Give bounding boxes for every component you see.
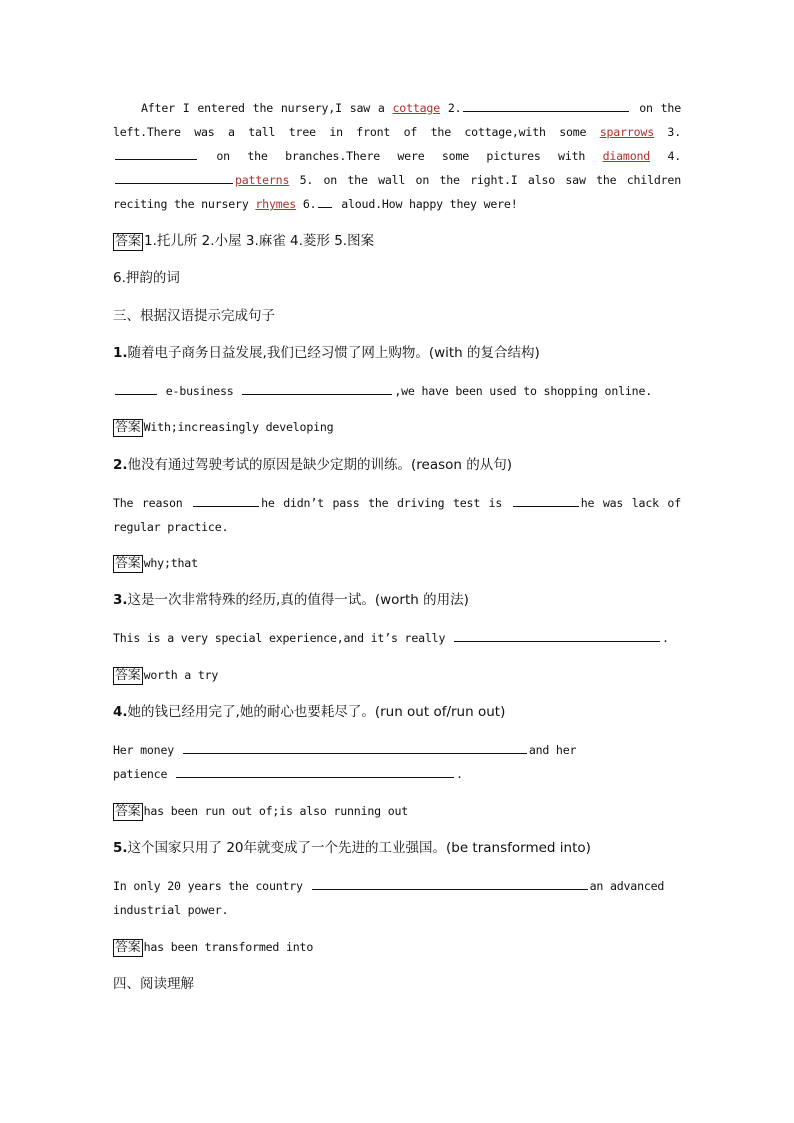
sentence-text: This is a very special experience,and it’s really	[113, 631, 453, 645]
answer-text: has been transformed into	[143, 940, 314, 954]
question-2-answer	[113, 551, 681, 575]
vocab-cottage: cottage	[392, 101, 440, 115]
question-1-answer	[113, 415, 681, 439]
sentence-text: The reason	[113, 496, 192, 510]
answer-text: With;increasingly developing	[143, 420, 334, 434]
question-prompt: 这是一次非常特殊的经历,真的值得一试。(worth 的用法)	[127, 592, 469, 608]
vocab-rhymes: rhymes	[255, 197, 297, 211]
section-title: 四、阅读理解	[113, 976, 194, 992]
question-number: 5.	[113, 840, 128, 856]
sentence-text: e-business	[159, 384, 241, 398]
answer-text: worth a try	[143, 668, 219, 682]
answer-blank[interactable]	[513, 494, 579, 507]
vocab-answer-6: 6.押韵的词	[113, 270, 180, 286]
question-4-sentence-line-1	[113, 738, 681, 762]
question-prompt: 他没有通过驾驶考试的原因是缺少定期的训练。(reason 的从句)	[127, 457, 513, 473]
vocab-answer	[113, 229, 681, 253]
answer-tag: 答案	[115, 668, 141, 683]
passage-text: aloud.How happy they were!	[334, 197, 518, 211]
question-5-sentence-line-2	[113, 898, 681, 922]
blank-number: 3.	[654, 125, 681, 139]
answer-blank[interactable]	[193, 494, 259, 507]
question-number: 1.	[113, 345, 128, 361]
sentence-text: patience	[113, 767, 175, 781]
sentence-text: he didn’t pass the driving test is	[261, 496, 511, 510]
nursery-passage	[113, 96, 681, 216]
question-number: 2.	[113, 457, 128, 473]
question-3-answer	[113, 663, 681, 687]
sentence-text: he was lack of regular practice.	[113, 496, 681, 534]
sentence-text: ,we have been used to shopping online.	[394, 384, 653, 398]
vocab-sparrows: sparrows	[599, 125, 654, 139]
sentence-text: an advanced	[589, 879, 665, 893]
question-2-prompt	[113, 453, 681, 477]
blank-number: 2.	[440, 101, 462, 115]
question-number: 4.	[113, 704, 128, 720]
answer-blank[interactable]	[318, 195, 332, 208]
question-5-answer	[113, 935, 681, 959]
passage-text: on the branches.There were some pictures with	[199, 149, 603, 163]
answer-blank[interactable]	[115, 147, 197, 160]
question-1-prompt	[113, 341, 681, 365]
answer-text: 1.托儿所 2.小屋 3.麻雀 4.菱形 5.图案	[144, 233, 375, 249]
question-prompt: 这个国家只用了 20年就变成了一个先进的工业强国。(be transformed into)	[127, 840, 591, 856]
sentence-text: .	[662, 631, 669, 645]
question-4-sentence-line-2	[113, 762, 681, 786]
answer-tag: 答案	[115, 940, 141, 955]
sentence-text: .	[456, 767, 463, 781]
passage-text: After I entered the nursery,I saw a	[141, 101, 393, 115]
answer-blank[interactable]	[183, 741, 527, 754]
blank-number: 6.	[296, 197, 317, 211]
section-title: 三、根据汉语提示完成句子	[113, 308, 275, 324]
question-1-sentence	[113, 379, 681, 403]
sentence-text: In only 20 years the country	[113, 879, 310, 893]
answer-blank[interactable]	[242, 382, 392, 395]
answer-blank[interactable]	[176, 765, 454, 778]
answer-tag: 答案	[115, 234, 142, 249]
sentence-text: Her money	[113, 743, 181, 757]
answer-tag: 答案	[115, 556, 141, 571]
sentence-text: and her	[528, 743, 577, 757]
passage-text: on the left.There was a tall tree in front of the cottage,with some	[113, 101, 681, 139]
sentence-text: industrial power.	[113, 903, 229, 917]
question-2-sentence	[113, 491, 681, 539]
answer-blank[interactable]	[115, 171, 233, 184]
passage-text: on the wall on the right.I also saw the children reciting the nursery	[113, 173, 681, 211]
answer-text: has been run out of;is also running out	[143, 804, 409, 818]
question-5-sentence-line-1	[113, 874, 681, 898]
answer-tag: 答案	[115, 420, 141, 435]
answer-tag: 答案	[115, 804, 141, 819]
vocab-diamond: diamond	[602, 149, 651, 163]
question-3-sentence	[113, 626, 681, 650]
question-5-prompt	[113, 836, 681, 860]
blank-number: 4.	[650, 149, 681, 163]
vocab-patterns: patterns	[235, 173, 290, 187]
answer-text: why;that	[143, 556, 198, 570]
answer-blank[interactable]	[312, 877, 588, 890]
question-number: 3.	[113, 592, 128, 608]
question-prompt: 随着电子商务日益发展,我们已经习惯了网上购物。(with 的复合结构)	[127, 345, 540, 361]
question-4-answer	[113, 799, 681, 823]
answer-blank[interactable]	[454, 629, 660, 642]
question-4-prompt	[113, 700, 681, 724]
question-3-prompt	[113, 588, 681, 612]
blank-number: 5.	[289, 173, 314, 187]
answer-blank[interactable]	[115, 382, 157, 395]
question-prompt: 她的钱已经用完了,她的耐心也要耗尽了。(run out of/run out)	[127, 704, 506, 720]
answer-blank[interactable]	[463, 99, 629, 112]
